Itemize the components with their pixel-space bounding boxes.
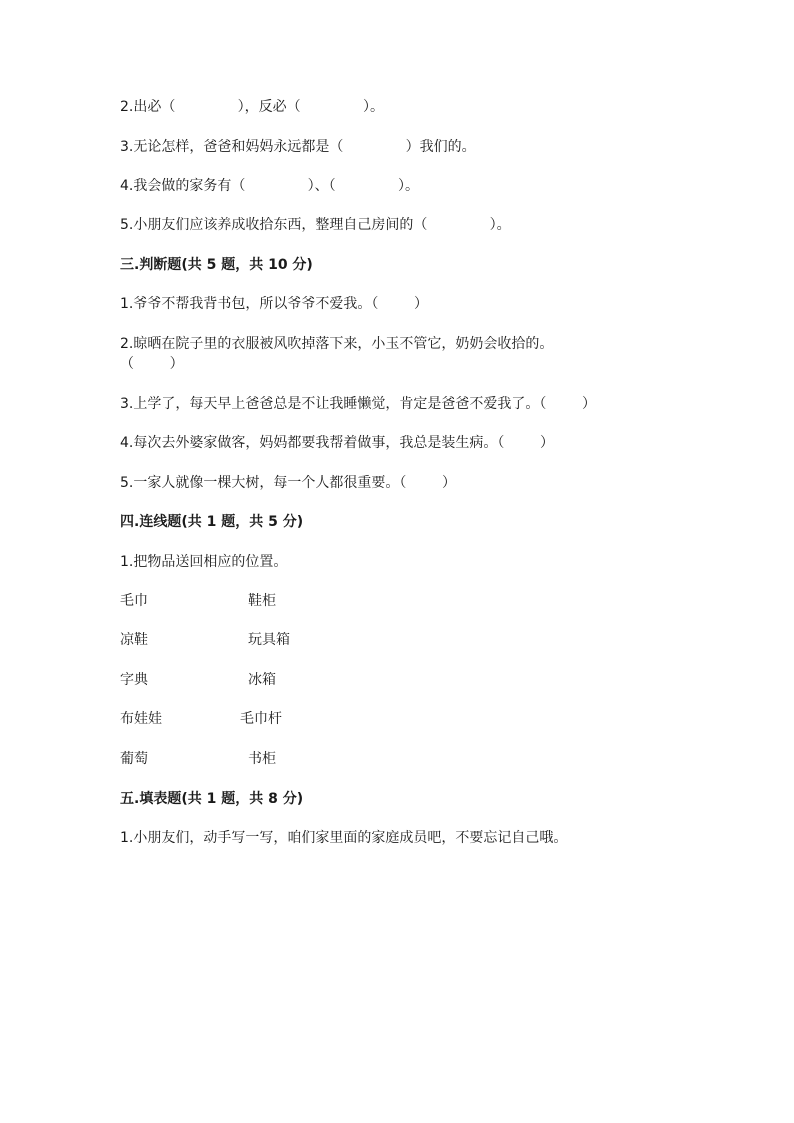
judge-item-5: 5.一家人就像一棵大树，每一个人都很重要。（ ） <box>120 475 456 491</box>
match-left-3: 字典 <box>120 672 148 688</box>
judge-item-1: 1.爷爷不帮我背书包，所以爷爷不爱我。（ ） <box>120 296 428 312</box>
match-left-4: 布娃娃 <box>120 711 162 727</box>
fill-blank-item-3: 3.无论怎样，爸爸和妈妈永远都是（ ）我们的。 <box>120 139 476 155</box>
match-right-4: 毛巾杆 <box>240 711 282 727</box>
match-left-1: 毛巾 <box>120 593 148 609</box>
section-5-title: 五.填表题(共 1 题，共 8 分) <box>120 791 304 807</box>
match-left-2: 凉鞋 <box>120 632 148 648</box>
match-right-1: 鞋柜 <box>248 593 276 609</box>
section-4-title: 四.连线题(共 1 题，共 5 分) <box>120 514 304 530</box>
section-3-title: 三.判断题(共 5 题，共 10 分) <box>120 257 313 273</box>
match-left-5: 葡萄 <box>120 751 148 767</box>
match-right-3: 冰箱 <box>248 672 276 688</box>
match-right-2: 玩具箱 <box>248 632 290 648</box>
fill-blank-item-4: 4.我会做的家务有（ ）、（ ）。 <box>120 178 419 194</box>
matching-question: 1.把物品送回相应的位置。 <box>120 554 288 570</box>
fill-blank-item-2: 2.出必（ ），反必（ ）。 <box>120 99 384 115</box>
judge-item-4: 4.每次去外婆家做客，妈妈都要我帮着做事，我总是装生病。（ ） <box>120 435 554 451</box>
match-right-5: 书柜 <box>248 751 276 767</box>
judge-item-2-paren: （ ） <box>120 356 184 372</box>
table-question: 1.小朋友们，动手写一写，咱们家里面的家庭成员吧，不要忘记自己哦。 <box>120 830 568 846</box>
judge-item-2: 2.晾晒在院子里的衣服被风吹掉落下来，小玉不管它，奶奶会收拾的。 <box>120 336 554 352</box>
judge-item-3: 3.上学了，每天早上爸爸总是不让我睡懒觉，肯定是爸爸不爱我了。（ ） <box>120 396 596 412</box>
fill-blank-item-5: 5.小朋友们应该养成收拾东西，整理自己房间的（ ）。 <box>120 217 511 233</box>
